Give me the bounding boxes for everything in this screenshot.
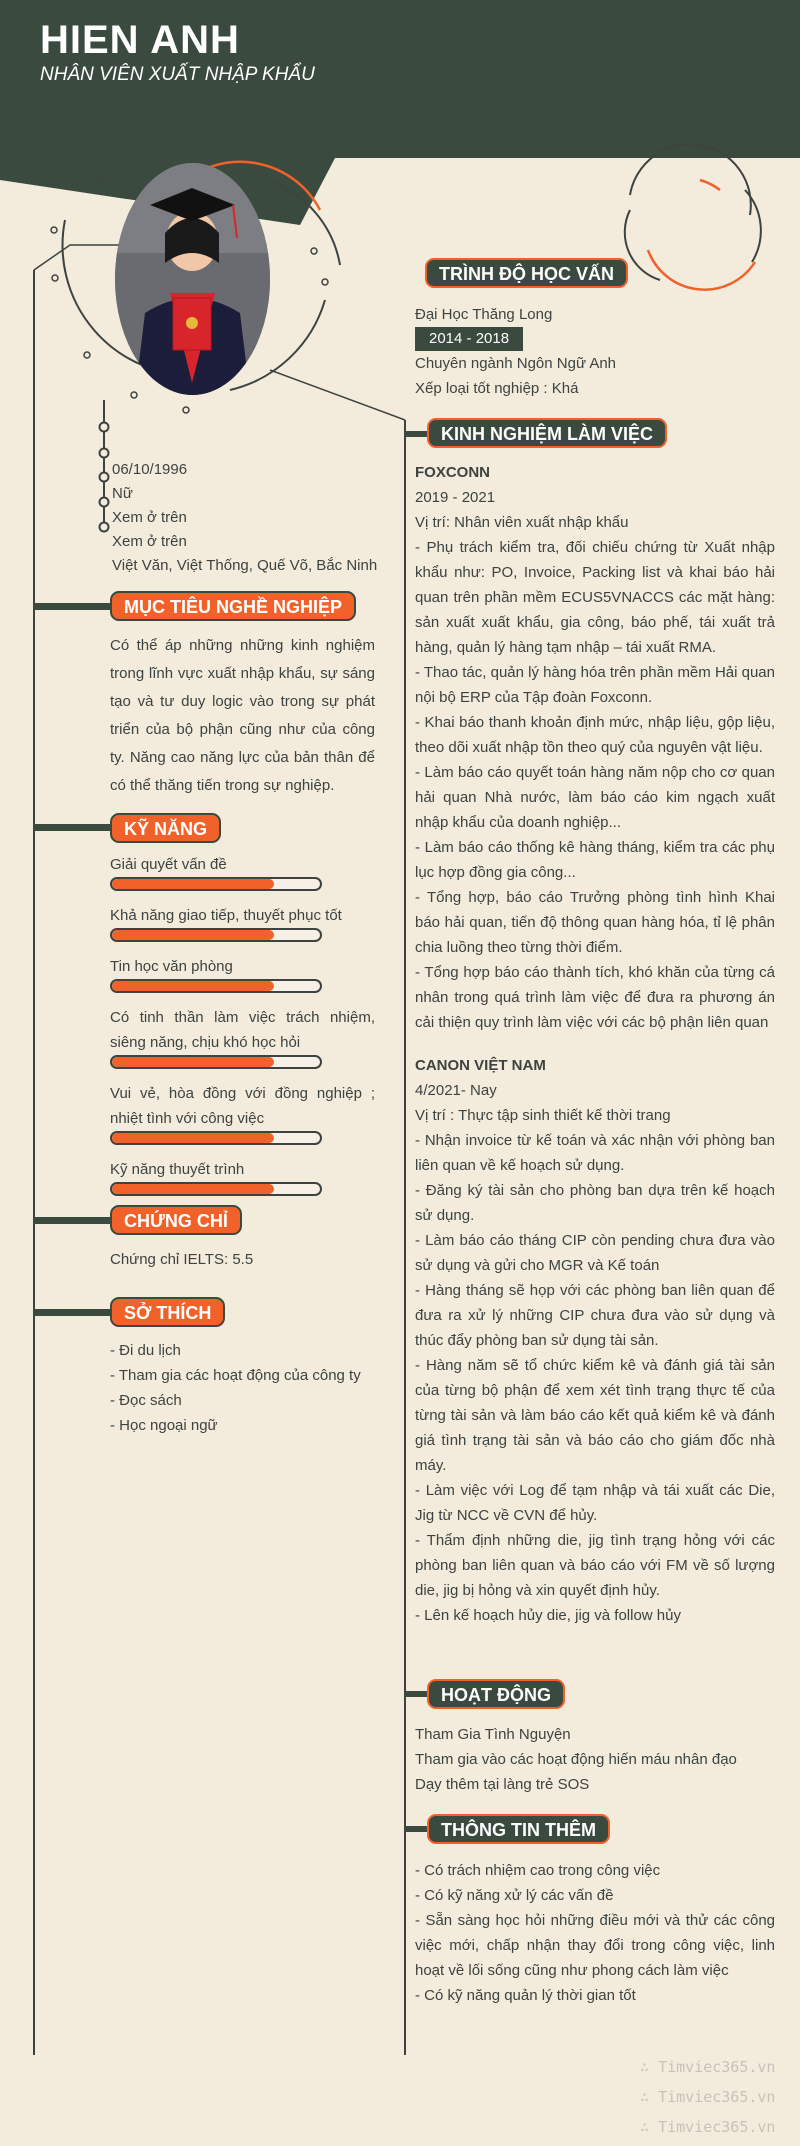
skill-bar-fill <box>112 981 274 991</box>
certificate-text: Chứng chỉ IELTS: 5.5 <box>110 1251 254 1268</box>
job-position: Vị trí: Nhân viên xuất nhập khẩu <box>415 514 629 531</box>
job-duty: - Hàng năm sẽ tổ chức kiểm kê và đánh giá tài sản của từng bộ phận để xem xét tình trạng thực tế của từng tài sản và làm báo cáo kết quả kiểm kê và đánh giá tình trạng tài sản và báo cáo cho giám đốc nhà máy. <box>415 1357 775 1474</box>
skill-item <box>110 1005 375 1069</box>
email: Xem ở trên <box>112 533 187 550</box>
hobbies-list <box>110 1338 361 1438</box>
address: Việt Văn, Việt Thống, Quế Võ, Bắc Ninh <box>112 557 378 574</box>
hobby-item: - Học ngoại ngữ <box>110 1417 218 1434</box>
education-major: Chuyên ngành Ngôn Ngữ Anh <box>415 355 617 372</box>
job-period: 4/2021- Nay <box>415 1082 497 1099</box>
candidate-name: HIEN ANH <box>40 18 240 62</box>
skill-bar-fill <box>112 879 274 889</box>
activities-heading: HOẠT ĐỘNG <box>427 1679 565 1709</box>
objective-text: Có thể áp những những kinh nghiệm trong lĩnh vực xuất nhập khẩu, sự sáng tạo và tư duy logic vào trong sự phát triển của bộ phận cũng như của công ty. Năng cao năng lực của bản thân để có thể thăng tiến trong sự nghiệp. <box>110 637 375 794</box>
skill-name: Khả năng giao tiếp, thuyết phục tốt <box>110 907 342 924</box>
job-duty: - Đăng ký tài sản cho phòng ban dựa trên kế hoạch sử dụng. <box>415 1182 775 1224</box>
skill-bar <box>110 877 322 891</box>
watermark: ∴ Timviec365.vn <box>640 2088 776 2106</box>
birthdate: 06/10/1996 <box>112 461 188 478</box>
job-duty: - Nhận invoice từ kế toán và xác nhận với phòng ban liên quan về kế hoạch sử dụng. <box>415 1132 775 1174</box>
job-entry <box>415 460 775 1035</box>
skill-bar <box>110 1182 322 1196</box>
skill-bar-fill <box>112 1133 274 1143</box>
objective-heading: MỤC TIÊU NGHỀ NGHIỆP <box>110 591 356 621</box>
job-period: 2019 - 2021 <box>415 489 496 506</box>
skill-item <box>110 1081 375 1145</box>
additional-item: - Có kỹ năng quản lý thời gian tốt <box>415 1987 636 2004</box>
additional-item: - Có kỹ năng xử lý các vấn đề <box>415 1887 614 1904</box>
skill-bar <box>110 1131 322 1145</box>
experience-heading: KINH NGHIỆM LÀM VIỆC <box>427 418 667 448</box>
watermark-text: Timviec365.vn <box>658 2088 776 2106</box>
job-duty: - Làm báo cáo quyết toán hàng năm nộp cho cơ quan hải quan Nhà nước, làm báo cáo kim ngạch xuất nhập khẩu của doanh nghiệp... <box>415 764 775 831</box>
job-duty: - Thao tác, quản lý hàng hóa trên phần mềm Hải quan nội bộ ERP của Tập đoàn Foxconn. <box>415 664 775 706</box>
skill-item <box>110 1157 375 1196</box>
job-duty: - Tổng hợp, báo cáo Trưởng phòng tình hình Khai báo hải quan, tiến độ thông quan hàng hóa, tỉ lệ phân chia luồng theo từng thời điểm. <box>415 889 775 956</box>
education-grade: Xếp loại tốt nghiệp : Khá <box>415 380 579 397</box>
phone: Xem ở trên <box>112 509 187 526</box>
skill-name: Tin học văn phòng <box>110 958 233 975</box>
job-duty: - Khai báo thanh khoản định mức, nhập liệu, gộp liệu, theo dõi xuất nhập tồn theo quý của nguyên vật liệu. <box>415 714 775 756</box>
watermark-text: Timviec365.vn <box>658 2118 776 2136</box>
job-entry <box>415 1053 775 1628</box>
hobby-item: - Đọc sách <box>110 1392 182 1409</box>
education-school: Đại Học Thăng Long <box>415 306 553 323</box>
skill-item <box>110 954 375 993</box>
watermark-text: Timviec365.vn <box>658 2058 776 2076</box>
additional-item: - Sẵn sàng học hỏi những điều mới và thử các công việc mới, chấp nhận thay đổi trong công việc, linh hoạt về lối sống cũng như phong cách làm việc <box>415 1912 775 1979</box>
activity-item: Tham gia vào các hoạt động hiến máu nhân đạo <box>415 1751 737 1768</box>
skill-name: Giải quyết vấn đề <box>110 856 227 873</box>
skill-bar-fill <box>112 1184 274 1194</box>
job-company: CANON VIỆT NAM <box>415 1057 546 1074</box>
hobby-item: - Đi du lịch <box>110 1342 181 1359</box>
watermark: ∴ Timviec365.vn <box>640 2118 776 2136</box>
hobby-item: - Tham gia các hoạt động của công ty <box>110 1367 361 1384</box>
skill-bar-fill <box>112 1057 274 1067</box>
skill-item <box>110 903 375 942</box>
job-company: FOXCONN <box>415 464 490 481</box>
profile-photo <box>115 163 270 395</box>
watermark: ∴ Timviec365.vn <box>640 2058 776 2076</box>
job-duty: - Làm báo cáo thống kê hàng tháng, kiểm tra các phụ lục hợp đồng gia công... <box>415 839 775 881</box>
skill-name: Có tinh thần làm việc trách nhiệm, siêng năng, chịu khó học hỏi <box>110 1009 375 1051</box>
skill-bar <box>110 928 322 942</box>
education-heading: TRÌNH ĐỘ HỌC VẤN <box>425 258 628 288</box>
job-duty: - Lên kế hoạch hủy die, jig và follow hủy <box>415 1607 681 1624</box>
job-duty: - Phụ trách kiểm tra, đối chiếu chứng từ Xuất nhập khẩu như: PO, Invoice, Packing list và khai báo hải quan trên phần mềm ECUS5VNACCS các mặt hàng: sản xuất xuất khẩu, gia công, báo phế, tái xuất trả hàng, quản lý hàng tạm nhập – tái xuất RMA. <box>415 539 775 656</box>
activities-list <box>415 1722 737 1797</box>
job-duty: - Tổng hợp báo cáo thành tích, khó khăn của từng cá nhân trong quá trình làm việc để đưa ra phương án cải thiện quy trình làm việc với các bộ phận liên quan <box>415 964 775 1031</box>
additional-heading: THÔNG TIN THÊM <box>427 1814 610 1844</box>
skills-list <box>110 852 375 1208</box>
hobbies-heading: SỞ THÍCH <box>110 1297 225 1327</box>
job-duty: - Hàng tháng sẽ họp với các phòng ban liên quan để đưa ra xử lý những CIP chưa đưa vào sử dụng và thúc đẩy phòng ban sử dụng tài sản. <box>415 1282 775 1349</box>
activity-item: Dạy thêm tại làng trẻ SOS <box>415 1776 590 1793</box>
skill-bar-fill <box>112 930 274 940</box>
gender: Nữ <box>112 485 133 502</box>
job-duty: - Làm việc với Log để tạm nhập và tái xuất các Die, Jig từ NCC về CVN để hủy. <box>415 1482 775 1524</box>
experience-list <box>415 460 775 1628</box>
job-title: NHÂN VIÊN XUẤT NHẬP KHẨU <box>40 64 315 85</box>
additional-item: - Có trách nhiệm cao trong công việc <box>415 1862 661 1879</box>
additional-list <box>415 1858 775 2008</box>
job-duty: - Thẩm định những die, jig tình trạng hỏng với các phòng ban liên quan và báo cáo với FM về số lượng die, jig bị hỏng và xin quyết định hủy. <box>415 1532 775 1599</box>
skill-name: Kỹ năng thuyết trình <box>110 1161 245 1178</box>
education-period: 2014 - 2018 <box>415 327 523 351</box>
skill-bar <box>110 979 322 993</box>
activity-item: Tham Gia Tình Nguyện <box>415 1726 571 1743</box>
skills-heading: KỸ NĂNG <box>110 813 221 843</box>
job-duty: - Làm báo cáo tháng CIP còn pending chưa đưa vào sử dụng và gửi cho MGR và Kế toán <box>415 1232 775 1274</box>
skill-name: Vui vẻ, hòa đồng với đồng nghiệp ; nhiệt tình với công việc <box>110 1085 375 1127</box>
certificates-heading: CHỨNG CHỈ <box>110 1205 242 1235</box>
skill-item <box>110 852 375 891</box>
skill-bar <box>110 1055 322 1069</box>
job-position: Vị trí : Thực tập sinh thiết kế thời trang <box>415 1107 671 1124</box>
